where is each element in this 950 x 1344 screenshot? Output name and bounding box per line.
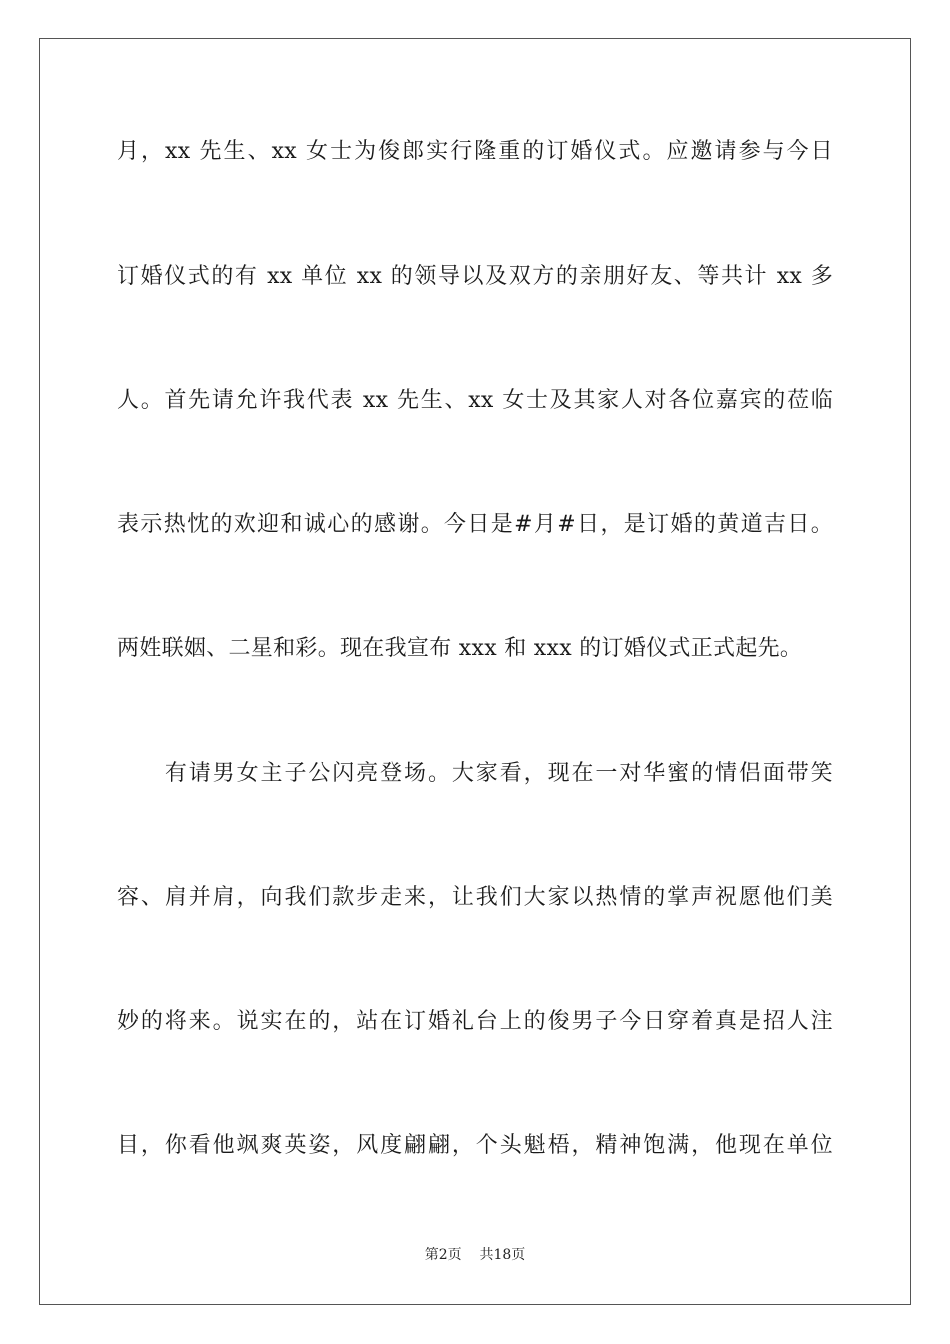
body-text-line: 有请男女主子公闪亮登场。大家看，现在一对华蜜的情侣面带笑 [117, 761, 833, 786]
total-pages: 共18页 [479, 1247, 526, 1263]
body-text-line: 表示热忱的欢迎和诚心的感谢。今日是#月#日，是订婚的黄道吉日。 [117, 512, 833, 537]
body-text-line: 妙的将来。说实在的，站在订婚礼台上的俊男子今日穿着真是招人注 [117, 1009, 833, 1034]
body-text-line: 目，你看他飒爽英姿，风度翩翩，个头魁梧，精神饱满，他现在单位 [117, 1133, 833, 1158]
body-text-line: 人。首先请允许我代表 xx 先生、xx 女士及其家人对各位嘉宾的莅临 [117, 388, 833, 413]
page-number: 第2页 [424, 1247, 462, 1263]
body-text-line: 两姓联姻、二星和彩。现在我宣布 xxx 和 xxx 的订婚仪式正式起先。 [117, 636, 803, 661]
page-border [39, 38, 911, 1305]
body-text-line: 容、肩并肩，向我们款步走来，让我们大家以热情的掌声祝愿他们美 [117, 885, 833, 910]
body-text-line: 订婚仪式的有 xx 单位 xx 的领导以及双方的亲朋好友、等共计 xx 多 [117, 264, 833, 289]
page-footer [0, 1245, 950, 1265]
body-text-line: 月，xx 先生、xx 女士为俊郎实行隆重的订婚仪式。应邀请参与今日 [117, 139, 833, 164]
